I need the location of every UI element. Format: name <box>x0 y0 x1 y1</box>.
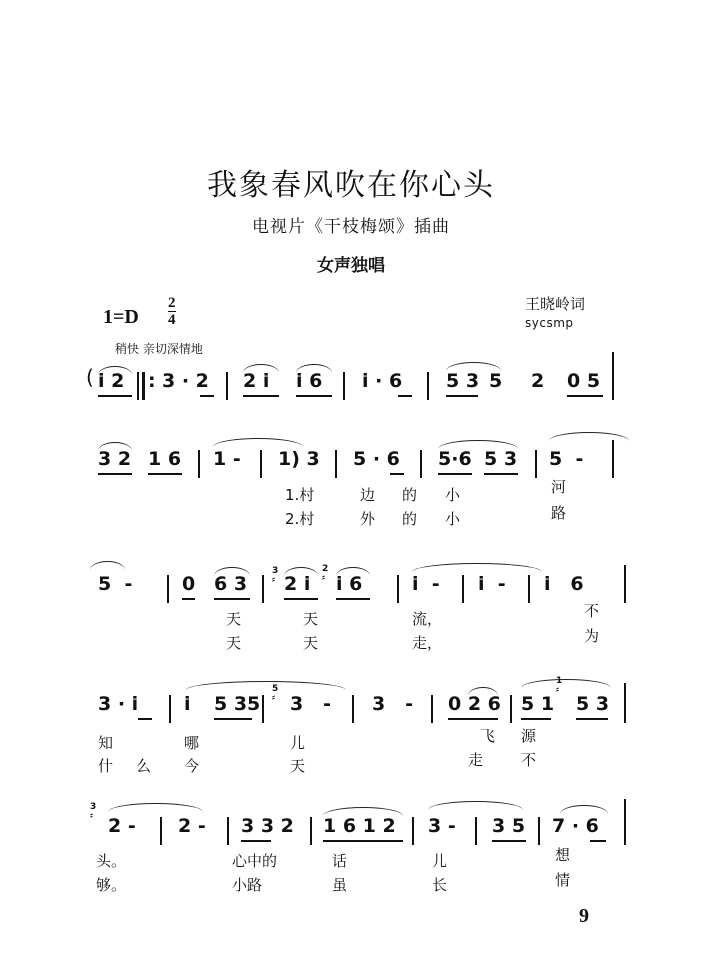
note-group: 1 - <box>213 448 241 470</box>
lyric-verse2: 够。 <box>96 876 127 894</box>
lyric-verse2: 么 <box>136 757 152 775</box>
note-group: 2 - <box>108 815 136 837</box>
lyric-verse1: 儿 <box>290 734 306 752</box>
lyric-verse1: 知 <box>98 734 114 752</box>
grace-note: 3 ⸗ <box>90 802 97 821</box>
lyric-verse1: 飞 <box>480 727 496 745</box>
note-group: 3 - <box>372 693 413 715</box>
lyric-verse2: 外 <box>360 510 376 528</box>
page-number: 9 <box>579 905 589 927</box>
note-group: 5 - <box>98 573 133 595</box>
grace-note: 2 ⸗ <box>322 564 329 583</box>
source-credit: sycsmp <box>525 316 574 330</box>
lyric-verse2: 情 <box>555 871 571 889</box>
note-group: i 6 <box>296 370 323 392</box>
time-signature-top: 2 <box>168 295 176 311</box>
lyric-verse2: 天 <box>303 634 319 652</box>
lyric-verse1: 1.村 <box>285 486 315 504</box>
lyric-verse1: 小 <box>445 486 461 504</box>
note-group: 5 35 <box>214 693 261 715</box>
time-signature-bottom: 4 <box>168 312 176 328</box>
note-group: 5 3 <box>484 448 518 470</box>
lyricist-credit: 王晓岭词 <box>525 295 586 313</box>
note-group: 3 - <box>428 815 456 837</box>
note-group: 5 · 6 <box>353 448 400 470</box>
lyric-verse2: 小 <box>445 510 461 528</box>
lyric-verse2: 不 <box>521 751 537 769</box>
note-group: 0 2 6 <box>448 693 501 715</box>
tempo-marking: 稍快 亲切深情地 <box>115 342 203 356</box>
lyric-verse2: 什 <box>98 757 114 775</box>
note-group: 3 · i <box>98 693 139 715</box>
note-group: i 2 <box>98 370 125 392</box>
lyric-verse2: 长 <box>432 876 448 894</box>
open-parenthesis: ( <box>86 365 94 389</box>
lyric-verse2: 天 <box>290 757 306 775</box>
lyric-verse2: 小路 <box>232 876 263 894</box>
lyric-verse1: 话 <box>332 852 348 870</box>
note-group: 0 <box>182 573 196 595</box>
lyric-verse1: 流， <box>412 610 443 628</box>
note-group: 5 <box>489 370 503 392</box>
lyric-verse1: 儿 <box>432 852 448 870</box>
lyric-verse2: 路 <box>551 504 567 522</box>
note-group: 2 i <box>284 573 311 595</box>
lyric-verse1: 天 <box>226 610 242 628</box>
time-signature <box>168 296 176 327</box>
note-group: 5·6 <box>438 448 472 470</box>
repeat-dots: : <box>148 370 156 392</box>
note-group: i <box>184 693 191 715</box>
lyric-verse2: 的 <box>402 510 418 528</box>
song-title: 我象春风吹在你心头 <box>207 168 495 203</box>
lyric-verse2: 走， <box>412 634 443 652</box>
lyric-verse2: 虽 <box>332 876 348 894</box>
lyric-verse1: 的 <box>402 486 418 504</box>
key-signature: 1=D <box>103 306 139 328</box>
performance-type: 女声独唱 <box>317 256 385 276</box>
grace-note: 3 ⸗ <box>272 566 279 585</box>
lyric-verse1: 源 <box>521 727 537 745</box>
lyric-verse1: 头。 <box>96 852 127 870</box>
note-group: i · 6 <box>362 370 403 392</box>
note-group: i - <box>478 573 506 595</box>
note-group: i - <box>412 573 440 595</box>
note-group: 3 5 <box>492 815 526 837</box>
lyric-verse1: 天 <box>303 610 319 628</box>
note-group: i 6 <box>336 573 363 595</box>
note-group: 3 3 2 <box>241 815 294 837</box>
lyric-verse1: 边 <box>360 486 376 504</box>
lyric-verse1: 河 <box>551 478 567 496</box>
note-group: 5 - <box>549 448 584 470</box>
note-group: 6 3 <box>214 573 248 595</box>
note-group: 1) 3 <box>278 448 320 470</box>
note-group: 2 - <box>178 815 206 837</box>
lyric-verse1: 想 <box>555 846 571 864</box>
note-group: 3 2 <box>98 448 132 470</box>
lyric-verse2: 走 <box>468 751 484 769</box>
lyric-verse2: 天 <box>226 634 242 652</box>
note-group: 3 - <box>290 693 331 715</box>
song-subtitle: 电视片《干枝梅颂》插曲 <box>252 217 450 237</box>
note-group: 5 3 <box>576 693 610 715</box>
note-group: 5 1 <box>521 693 555 715</box>
lyric-verse2: 为 <box>584 627 600 645</box>
lyric-verse1: 心中的 <box>232 852 278 870</box>
lyric-verse2: 今 <box>184 757 200 775</box>
note-group: i 6 <box>544 573 584 595</box>
grace-note: 5 ⸗ <box>272 684 279 703</box>
note-group: 2 i <box>243 370 270 392</box>
lyric-verse2: 2.村 <box>285 510 315 528</box>
grace-note: 1 ⸗ <box>556 676 563 695</box>
note-group: 7 · 6 <box>552 815 599 837</box>
note-group: 1 6 <box>148 448 182 470</box>
note-group: 2 <box>531 370 545 392</box>
note-group: 5 3 <box>446 370 480 392</box>
lyric-verse1: 不 <box>584 602 600 620</box>
note-group: 0 5 <box>567 370 601 392</box>
note-group: 3 · 2 <box>162 370 209 392</box>
note-group: 1 6 1 2 <box>323 815 396 837</box>
lyric-verse1: 哪 <box>184 734 200 752</box>
